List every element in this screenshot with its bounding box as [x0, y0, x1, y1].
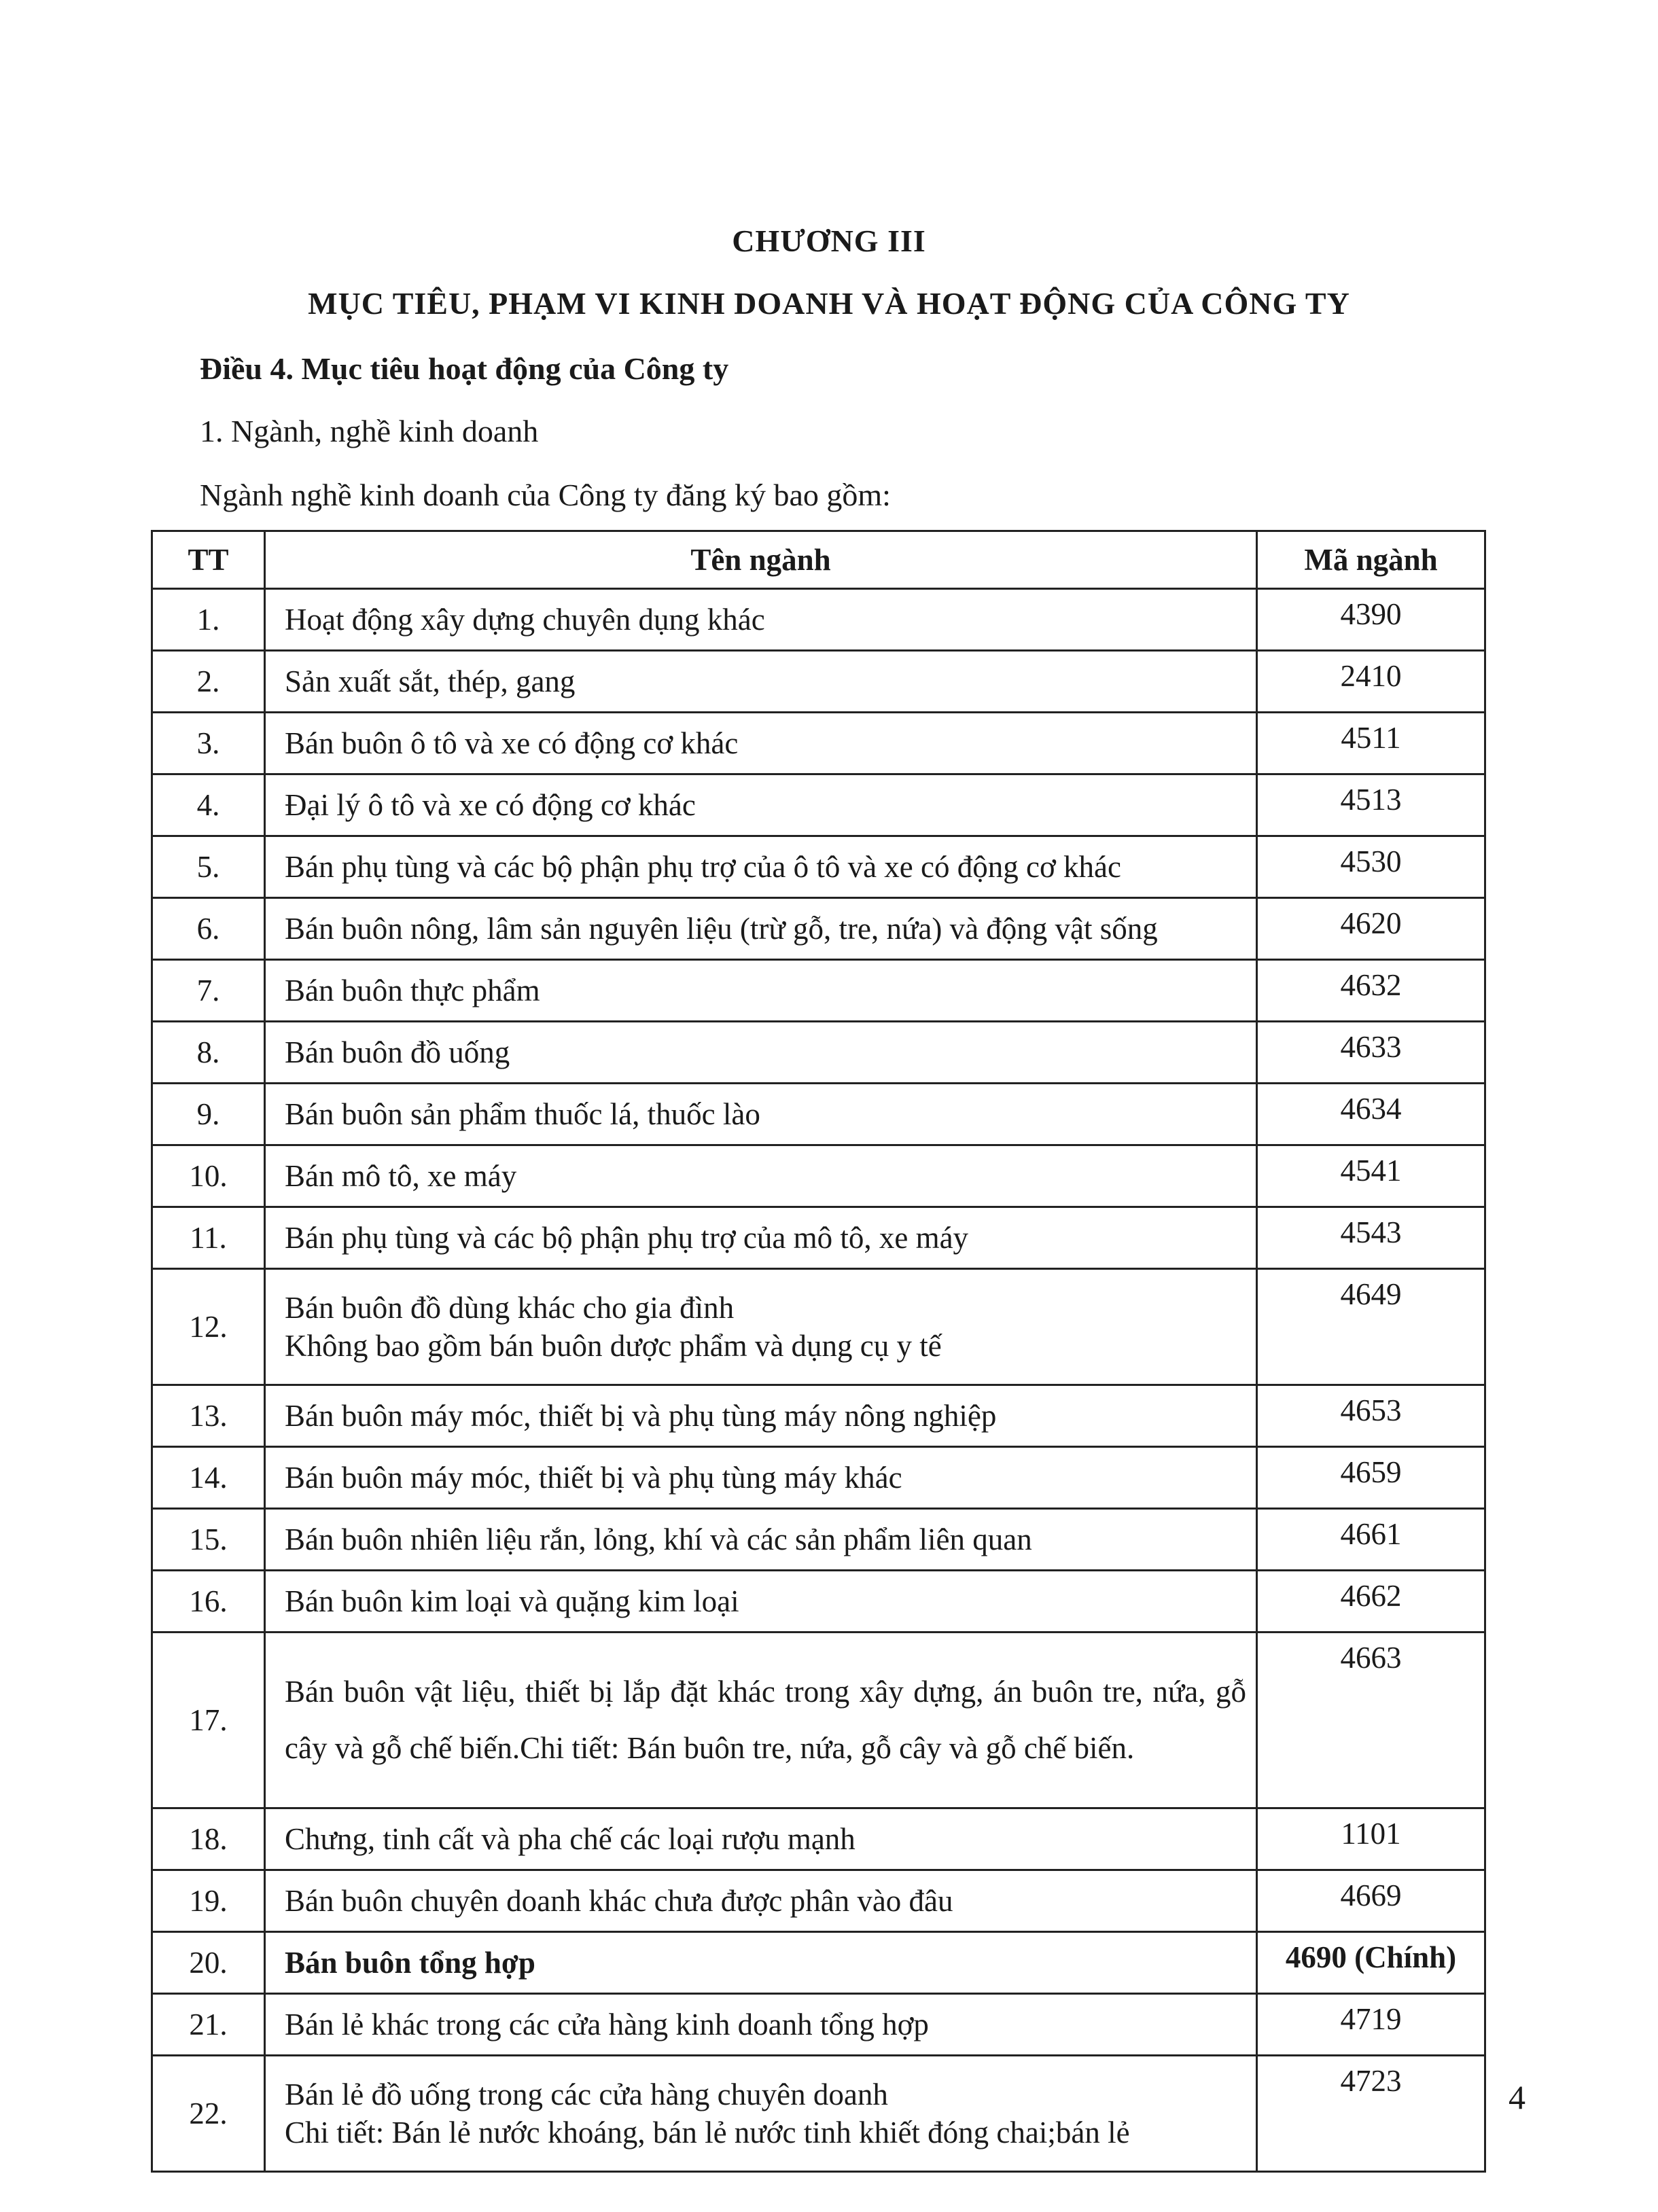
row-code: 4690 (Chính)	[1257, 1932, 1485, 1994]
table-row-main	[152, 1932, 1485, 1994]
table-row	[152, 1571, 1485, 1633]
row-name: Bán buôn tổng hợp	[265, 1932, 1257, 1994]
row-name-detail: Không bao gồm bán buôn dược phẩm và dụng cụ y tế	[285, 1329, 942, 1363]
row-number: 13.	[152, 1385, 265, 1447]
row-code: 4620	[1257, 898, 1485, 960]
row-name: Chưng, tinh cất và pha chế các loại rượu mạnh	[265, 1808, 1257, 1870]
table-row	[152, 1145, 1485, 1207]
page-number: 4	[1509, 2078, 1525, 2116]
row-code: 4649	[1257, 1269, 1485, 1385]
chapter-subtitle: MỤC TIÊU, PHẠM VI KINH DOANH VÀ HOẠT ĐỘNG CỦA CÔNG TY	[308, 286, 1350, 321]
row-name: Bán buôn chuyên doanh khác chưa được phân vào đâu	[265, 1870, 1257, 1932]
row-number: 8.	[152, 1022, 265, 1084]
row-number: 6.	[152, 898, 265, 960]
row-number: 11.	[152, 1207, 265, 1269]
row-name: Bán phụ tùng và các bộ phận phụ trợ của ô tô và xe có động cơ khác	[265, 836, 1257, 898]
row-code: 4719	[1257, 1994, 1485, 2056]
section-heading: 1. Ngành, nghề kinh doanh	[200, 414, 539, 448]
row-number: 18.	[152, 1808, 265, 1870]
row-code: 4513	[1257, 774, 1485, 836]
row-number: 12.	[152, 1269, 265, 1385]
row-number: 22.	[152, 2056, 265, 2172]
table-row	[152, 713, 1485, 774]
article-heading: Điều 4. Mục tiêu hoạt động của Công ty	[200, 351, 729, 386]
table-header-row	[152, 531, 1485, 589]
row-number: 9.	[152, 1084, 265, 1145]
row-code: 4511	[1257, 713, 1485, 774]
row-name: Đại lý ô tô và xe có động cơ khác	[265, 774, 1257, 836]
table-row	[152, 1084, 1485, 1145]
row-code: 4634	[1257, 1084, 1485, 1145]
business-lines-table	[151, 530, 1486, 2173]
row-name: Bán buôn máy móc, thiết bị và phụ tùng máy khác	[265, 1447, 1257, 1509]
table-row	[152, 960, 1485, 1022]
row-name: Bán buôn ô tô và xe có động cơ khác	[265, 713, 1257, 774]
row-name: Sản xuất sắt, thép, gang	[265, 651, 1257, 713]
row-name: Bán lẻ đồ uống trong các cửa hàng chuyên doanh	[285, 2077, 888, 2111]
table-row	[152, 774, 1485, 836]
table-row	[152, 1385, 1485, 1447]
row-number: 5.	[152, 836, 265, 898]
table-row	[152, 651, 1485, 713]
table-row	[152, 1022, 1485, 1084]
row-name: Bán phụ tùng và các bộ phận phụ trợ của mô tô, xe máy	[265, 1207, 1257, 1269]
row-name: Bán mô tô, xe máy	[265, 1145, 1257, 1207]
row-name: Bán buôn vật liệu, thiết bị lắp đặt khác trong xây dựng, án buôn tre, nứa, gỗ cây và gỗ chế biến.Chi tiết: Bán buôn tre, nứa, gỗ cây và gỗ chế biến.	[265, 1633, 1257, 1808]
row-number: 2.	[152, 651, 265, 713]
row-number: 21.	[152, 1994, 265, 2056]
header-code: Mã ngành	[1257, 531, 1485, 589]
header-tt: TT	[152, 531, 265, 589]
row-code: 4723	[1257, 2056, 1485, 2172]
row-number: 17.	[152, 1633, 265, 1808]
row-name-cell	[265, 1269, 1257, 1385]
row-name: Bán buôn thực phẩm	[265, 960, 1257, 1022]
chapter-title: CHƯƠNG III	[732, 224, 926, 258]
row-number: 16.	[152, 1571, 265, 1633]
row-code: 4390	[1257, 589, 1485, 651]
row-number: 7.	[152, 960, 265, 1022]
row-name: Bán buôn sản phẩm thuốc lá, thuốc lào	[265, 1084, 1257, 1145]
row-name: Bán buôn máy móc, thiết bị và phụ tùng máy nông nghiệp	[265, 1385, 1257, 1447]
row-code: 1101	[1257, 1808, 1485, 1870]
row-number: 14.	[152, 1447, 265, 1509]
table-row	[152, 589, 1485, 651]
table-row	[152, 1509, 1485, 1571]
table-row	[152, 1269, 1485, 1385]
table-row	[152, 1994, 1485, 2056]
row-name: Bán buôn nhiên liệu rắn, lỏng, khí và các sản phẩm liên quan	[265, 1509, 1257, 1571]
row-name: Bán buôn nông, lâm sản nguyên liệu (trừ gỗ, tre, nứa) và động vật sống	[265, 898, 1257, 960]
row-code: 4661	[1257, 1509, 1485, 1571]
row-code: 4653	[1257, 1385, 1485, 1447]
row-name: Hoạt động xây dựng chuyên dụng khác	[265, 589, 1257, 651]
row-code: 4543	[1257, 1207, 1485, 1269]
table-row	[152, 1447, 1485, 1509]
row-number: 19.	[152, 1870, 265, 1932]
table-row	[152, 2056, 1485, 2172]
row-number: 3.	[152, 713, 265, 774]
row-number: 4.	[152, 774, 265, 836]
row-code: 4633	[1257, 1022, 1485, 1084]
row-number: 1.	[152, 589, 265, 651]
table-row	[152, 1808, 1485, 1870]
row-code: 4662	[1257, 1571, 1485, 1633]
row-code: 4663	[1257, 1633, 1485, 1808]
row-name-cell	[265, 2056, 1257, 2172]
row-name: Bán lẻ khác trong các cửa hàng kinh doanh tổng hợp	[265, 1994, 1257, 2056]
row-name-detail: Chi tiết: Bán lẻ nước khoáng, bán lẻ nước tinh khiết đóng chai;bán lẻ	[285, 2116, 1130, 2149]
header-name: Tên ngành	[265, 531, 1257, 589]
row-name: Bán buôn kim loại và quặng kim loại	[265, 1571, 1257, 1633]
row-code: 4541	[1257, 1145, 1485, 1207]
row-name: Bán buôn đồ uống	[265, 1022, 1257, 1084]
row-code: 2410	[1257, 651, 1485, 713]
row-name: Bán buôn đồ dùng khác cho gia đình	[285, 1290, 735, 1325]
row-code: 4632	[1257, 960, 1485, 1022]
row-number: 20.	[152, 1932, 265, 1994]
intro-text: Ngành nghề kinh doanh của Công ty đăng ký bao gồm:	[200, 478, 891, 512]
row-number: 10.	[152, 1145, 265, 1207]
table-row	[152, 1207, 1485, 1269]
row-number: 15.	[152, 1509, 265, 1571]
table-row	[152, 1870, 1485, 1932]
table-row	[152, 1633, 1485, 1808]
table-row	[152, 836, 1485, 898]
table-row	[152, 898, 1485, 960]
row-code: 4530	[1257, 836, 1485, 898]
row-code: 4659	[1257, 1447, 1485, 1509]
row-code: 4669	[1257, 1870, 1485, 1932]
